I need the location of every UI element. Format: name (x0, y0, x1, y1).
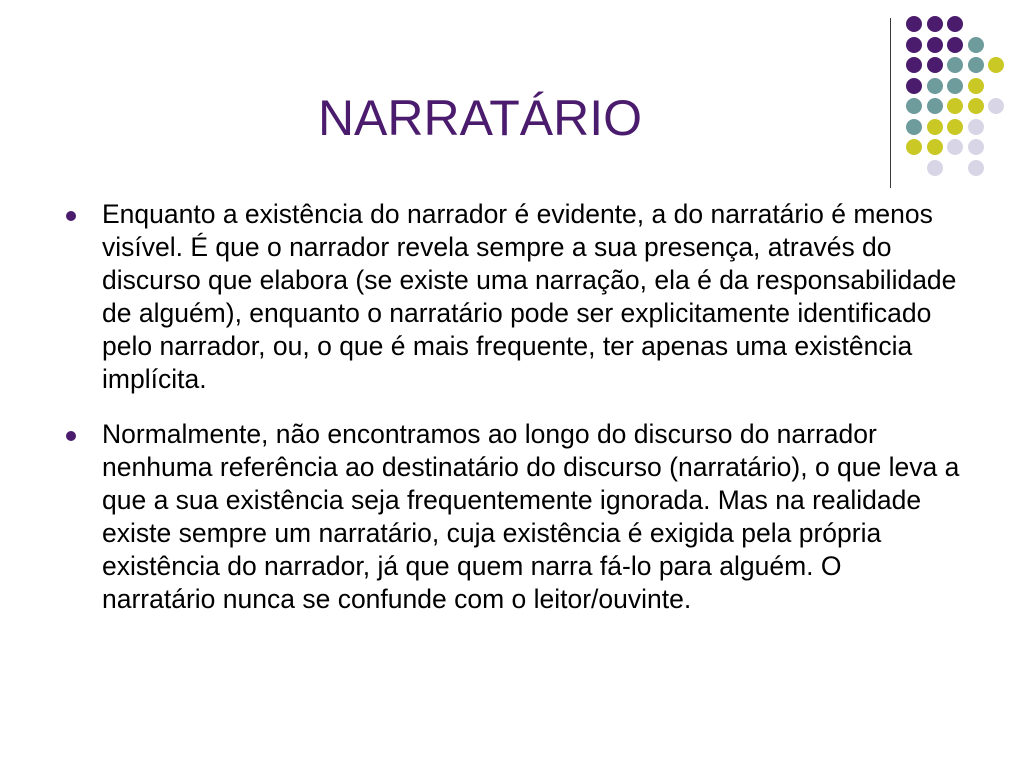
decorative-dot-grid (900, 10, 1010, 170)
decorative-dot-teal (927, 78, 943, 94)
decorative-dot-lavender (927, 160, 943, 176)
slide-title: NARRATÁRIO (317, 90, 643, 146)
decorative-dot-teal (906, 98, 922, 114)
decorative-dot-teal (927, 98, 943, 114)
decorative-dot-purple (906, 16, 922, 32)
decorative-dot-teal (968, 37, 984, 53)
bullet-text: Enquanto a existência do narrador é evidente, a do narratário é menos visível. É que o narrador revela sempre a sua presença, através do discurso que elabora (se existe uma narração, ela é da responsabilidade de alguém), enquanto o narratário pode ser explicitamente identificado pelo narrador, ou, o que é mais frequente, ter apenas uma existência implícita. (102, 199, 957, 394)
decorative-dot-yellow (947, 119, 963, 135)
decorative-dot-yellow (988, 57, 1004, 73)
decorative-dot-teal (968, 57, 984, 73)
decorative-dot-purple (927, 37, 943, 53)
decorative-dot-purple (927, 16, 943, 32)
bullet-item (60, 198, 960, 396)
bullet-dot-icon (66, 211, 76, 221)
decorative-dot-purple (927, 57, 943, 73)
decorative-dot-yellow (927, 119, 943, 135)
decorative-dot-purple (906, 78, 922, 94)
decorative-dot-purple (947, 16, 963, 32)
decorative-dot-lavender (968, 139, 984, 155)
bullet-dot-icon (66, 431, 76, 441)
decorative-dot-yellow (906, 139, 922, 155)
decorative-dot-yellow (968, 98, 984, 114)
decorative-dot-lavender (968, 119, 984, 135)
decorative-dot-yellow (947, 98, 963, 114)
decorative-dot-purple (947, 37, 963, 53)
decorative-dot-lavender (968, 160, 984, 176)
decorative-dot-teal (947, 78, 963, 94)
decorative-dot-purple (906, 37, 922, 53)
decorative-dot-teal (947, 57, 963, 73)
bullet-text: Normalmente, não encontramos ao longo do discurso do narrador nenhuma referência ao destinatário do discurso (narratário), o que leva a que a sua existência seja frequentemente ignorada. Mas na realidade existe sempre um narratário, cuja existência é exigida pela própria existência do narrador, já que quem narra fá-lo para alguém. O narratário nunca se confunde com o leitor/ouvinte. (102, 419, 960, 614)
decorative-dot-yellow (968, 78, 984, 94)
decorative-dot-teal (906, 119, 922, 135)
decorative-dot-yellow (927, 139, 943, 155)
bullet-list (60, 198, 960, 638)
bullet-item (60, 418, 960, 616)
decorative-dot-purple (906, 57, 922, 73)
title-divider-line (890, 18, 891, 188)
decorative-dot-lavender (988, 98, 1004, 114)
decorative-dot-lavender (947, 139, 963, 155)
